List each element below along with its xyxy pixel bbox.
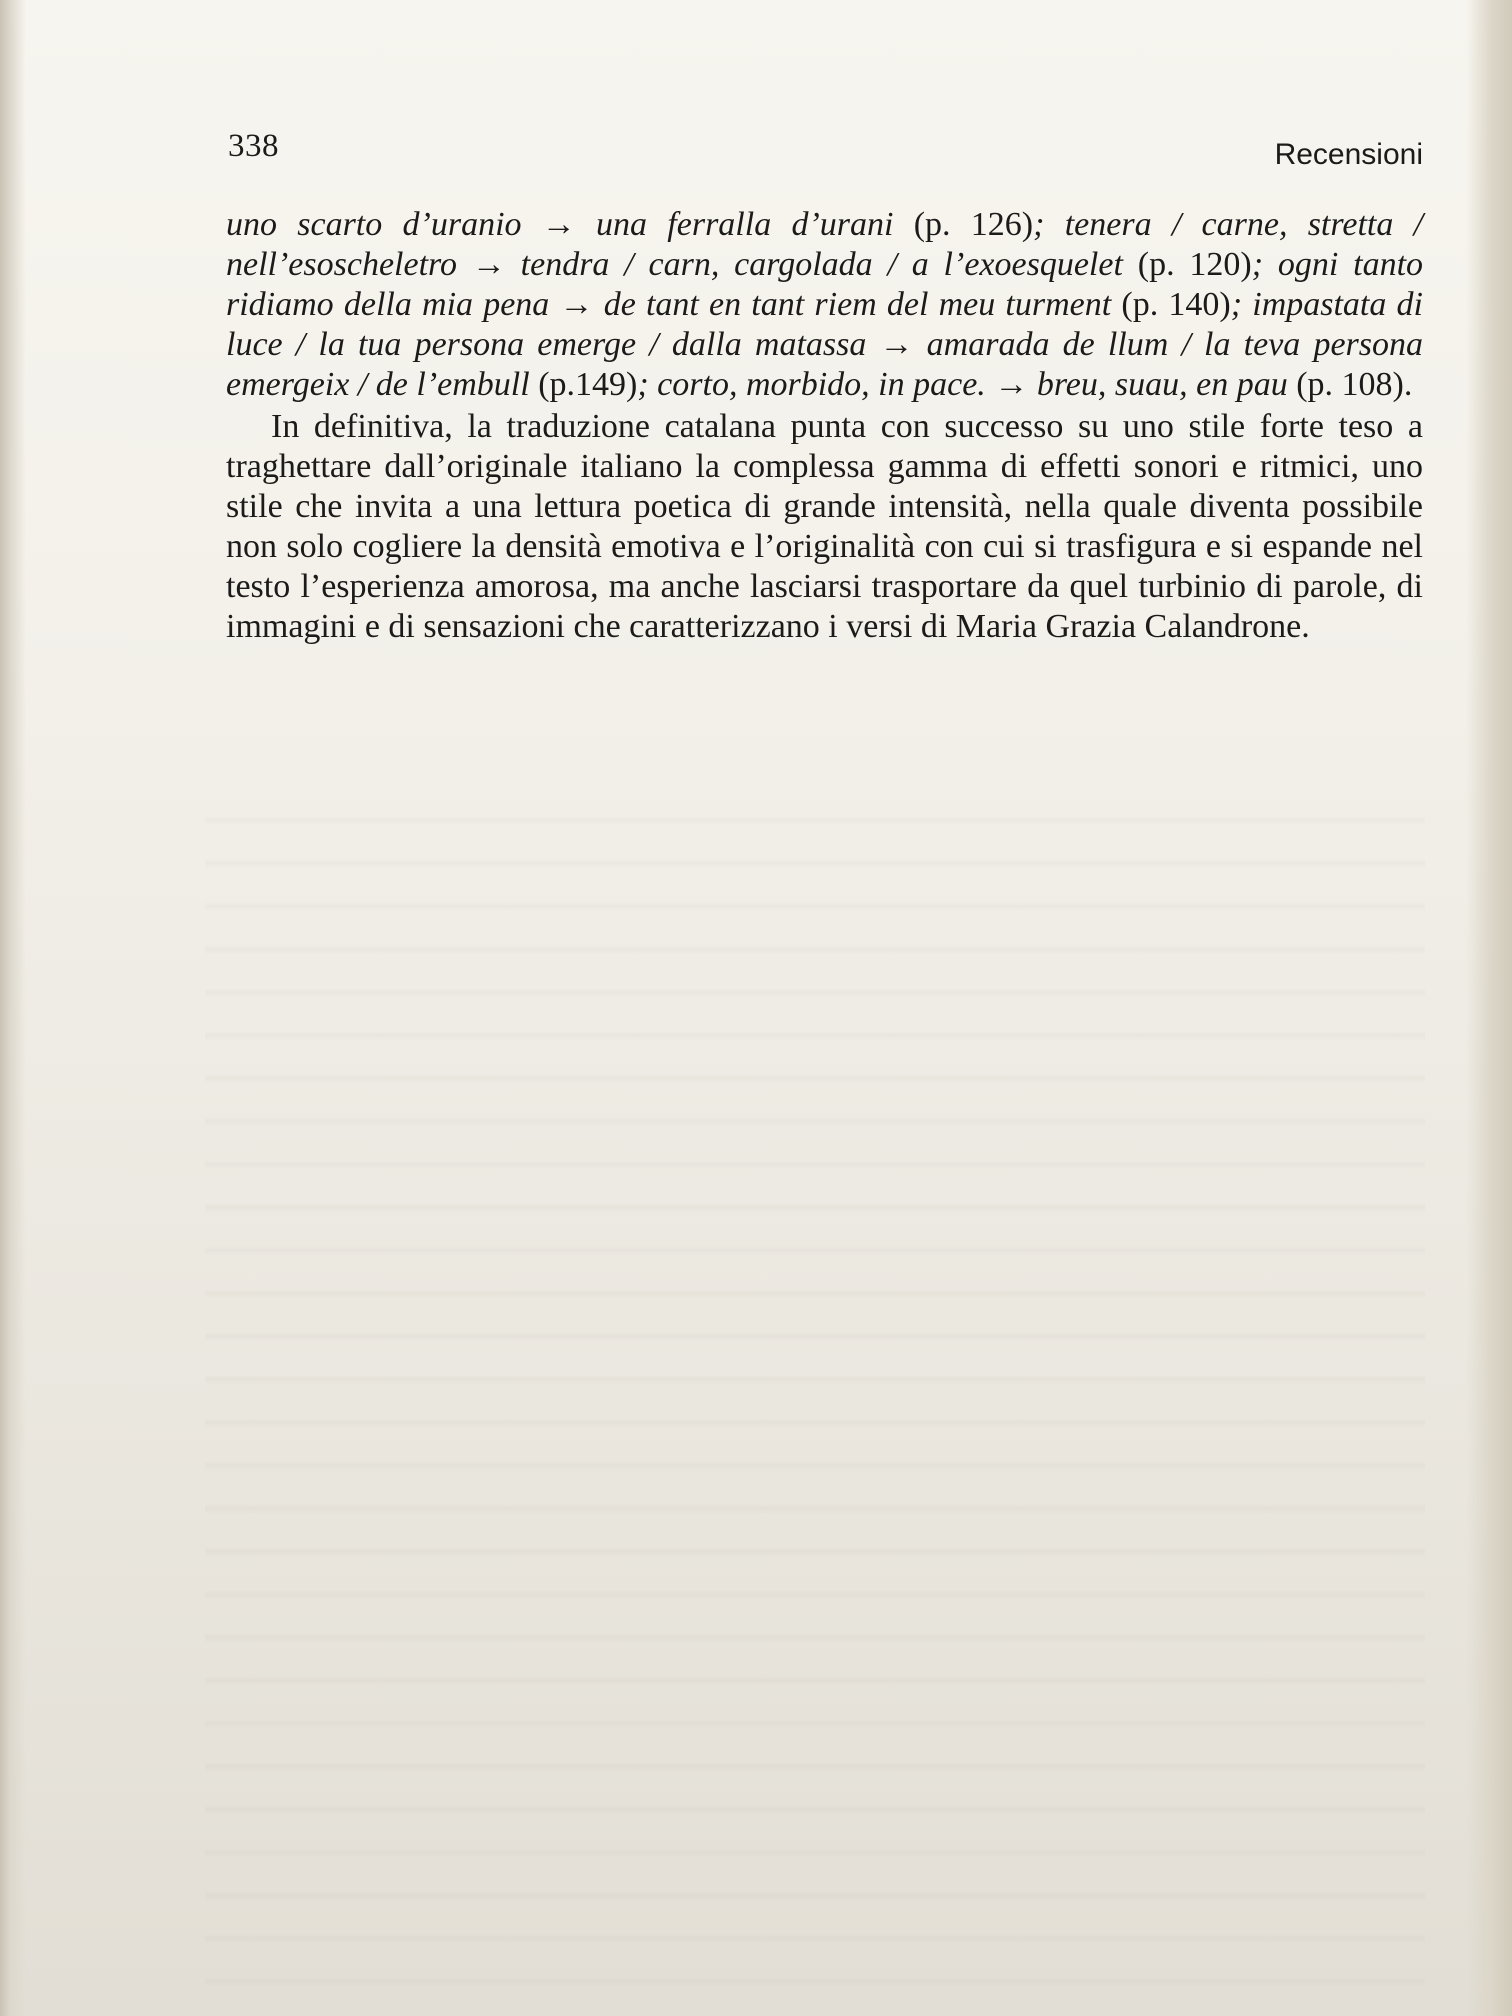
binding-shadow [0, 0, 26, 2016]
conclusion-paragraph: In definitiva, la traduzione catalana punta con successo su uno stile forte teso a traghettare dall’originale italiano la complessa gamma di effetti sonori e ritmici, uno stile che invita a una lettura poetica di grande intensità, nella quale diventa possibile non solo cogliere la densità emotiva e l’originalità con cui si trasfigura e si espande nel testo l’esperienza amorosa, ma anche lasciarsi trasportare da quel turbinio di parole, di immagini e di sensazioni che caratterizzano i versi di Maria Grazia Calandrone. [226, 408, 1423, 645]
body-text [226, 205, 1423, 647]
example-italian: uno scarto d’uranio [226, 206, 522, 243]
page-reference: (p. 140) [1121, 286, 1231, 323]
page-reference: (p.149) [538, 366, 638, 403]
example-5 [657, 366, 1412, 403]
page-edge [1466, 0, 1512, 2016]
separator: ; [637, 366, 649, 403]
separator: ; [1230, 286, 1243, 323]
example-catalan: de tant en tant riem del meu turment [603, 286, 1112, 323]
page-reference: (p. 120) [1137, 246, 1252, 283]
example-catalan: amarada de llum / la teva persona emergeix / de l’embull [226, 326, 1423, 403]
separator: . [1403, 366, 1413, 403]
example-catalan: breu, suau, en pau [1036, 366, 1288, 403]
example-1 [226, 206, 1065, 243]
example-catalan: tendra / carn, cargolada / a l’exoesquelet [520, 246, 1123, 283]
example-italian: impastata di luce / la tua persona emerge / dalla matassa [226, 286, 1424, 363]
separator: ; [1251, 246, 1264, 283]
arrow-icon: → [879, 326, 914, 363]
page-number: 338 [228, 128, 279, 164]
bleed-through-texture [205, 790, 1425, 1990]
arrow-icon: → [559, 286, 594, 323]
example-italian: corto, morbido, in pace. [657, 366, 986, 403]
page-reference: (p. 108) [1296, 366, 1404, 403]
page-reference: (p. 126) [913, 206, 1034, 243]
translation-examples [226, 205, 1423, 405]
separator: ; [1033, 206, 1045, 243]
arrow-icon: → [994, 366, 1029, 403]
page-header [228, 128, 1423, 178]
example-italian: ogni tanto ridiamo della mia pena [226, 246, 1424, 323]
arrow-icon: → [471, 246, 506, 283]
arrow-icon: → [541, 206, 576, 243]
running-head: Recensioni [1274, 138, 1423, 171]
example-italian: tenera / carne, stretta / nell’esoscheletro [226, 206, 1424, 283]
example-catalan: una ferralla d’urani [596, 206, 894, 243]
